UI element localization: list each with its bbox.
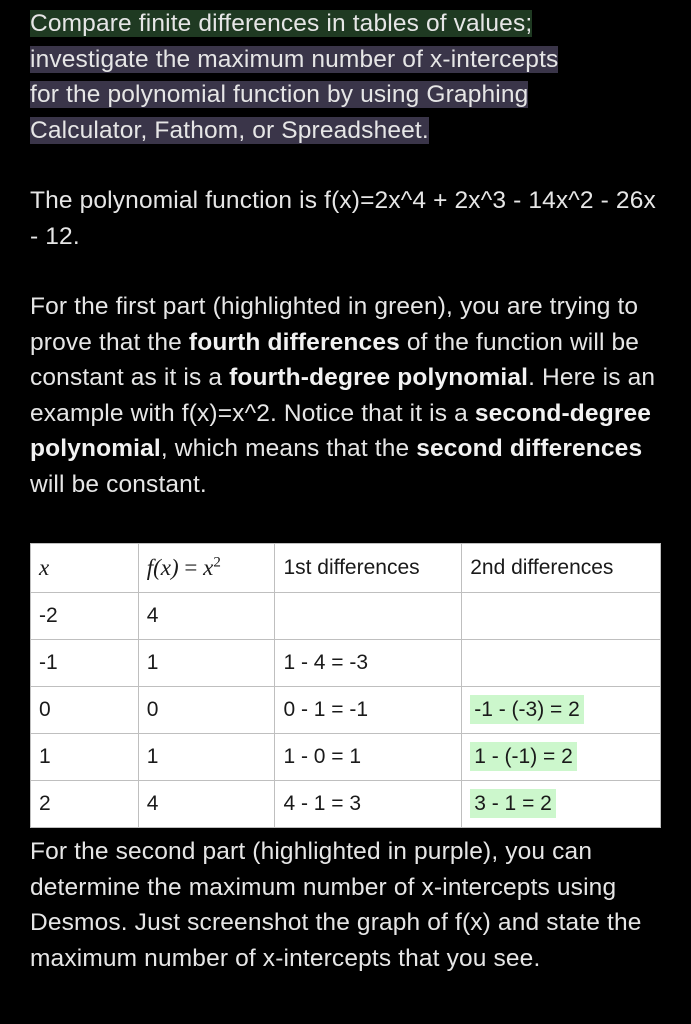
cell-fx: 1 — [138, 640, 275, 687]
function-statement: The polynomial function is f(x)=2x^4 + 2x^3 - 14x^2 - 26x - 12. — [30, 187, 656, 250]
first-part-text-2: of the function will be constant as it is a — [30, 328, 640, 391]
answer-content — [30, 6, 670, 502]
cell-second-difference — [462, 593, 661, 640]
cell-fx: 0 — [138, 687, 275, 734]
cell-first-difference — [275, 593, 462, 640]
cell-fx: 4 — [138, 593, 275, 640]
cell-x: 0 — [31, 687, 139, 734]
second-degree-bold: second-degree polynomial — [30, 399, 652, 462]
differences-table-image — [30, 543, 661, 825]
cell-first-difference: 0 - 1 = -1 — [275, 687, 462, 734]
table-row — [31, 781, 661, 828]
cell-second-difference — [462, 781, 661, 828]
cell-fx: 1 — [138, 734, 275, 781]
first-part-text-4: , which means that the — [160, 435, 417, 462]
fourth-differences-bold: fourth differences — [188, 328, 400, 356]
green-highlighted-text: Compare finite differences in tables of values; — [30, 10, 533, 37]
cell-first-difference: 4 - 1 = 3 — [275, 781, 462, 828]
purple-highlighted-text-line-3: Calculator, Fathom, or Spreadsheet. — [30, 116, 429, 144]
first-part-text-3: . Here is an example with f(x)=x^2. Notice that it is a — [30, 364, 656, 427]
highlighted-second-difference: 1 - (-1) = 2 — [470, 742, 577, 771]
cell-second-difference — [462, 734, 661, 781]
cell-x: -2 — [31, 593, 139, 640]
first-part-text-5: will be constant. — [30, 470, 207, 498]
task-description — [30, 6, 670, 148]
fourth-degree-bold: fourth-degree polynomial — [229, 364, 529, 391]
second-part-explanation: For the second part (highlighted in purple), you can determine the maximum number of x-intercepts using Desmos. Just screenshot the graph of f(x) and state the maximum number of x-intercepts that you see. — [30, 838, 642, 972]
cell-x: -1 — [31, 640, 139, 687]
cell-second-difference — [462, 640, 661, 687]
cell-first-difference: 1 - 4 = -3 — [275, 640, 462, 687]
second-differences-bold: second differences — [416, 435, 643, 462]
highlighted-second-difference: 3 - 1 = 2 — [470, 789, 556, 818]
highlighted-second-difference: -1 - (-3) = 2 — [470, 695, 584, 724]
cell-x: 2 — [31, 781, 139, 828]
table-header-row — [31, 544, 661, 593]
first-part-text-1: For the first part (highlighted in green), you are trying to prove that the — [30, 293, 639, 356]
table-row — [31, 734, 661, 781]
differences-table — [30, 543, 661, 828]
purple-highlighted-text-line-2: for the polynomial function by using Graphing — [30, 81, 529, 108]
header-first-differences: 1st differences — [275, 544, 462, 593]
header-fx: $f(x) = x^2$ — [138, 544, 275, 593]
purple-highlighted-text-line-1: investigate the maximum number of x-intercepts — [30, 45, 559, 73]
cell-first-difference: 1 - 0 = 1 — [275, 734, 462, 781]
table-row — [31, 687, 661, 734]
first-part-explanation — [30, 289, 670, 502]
table-row — [31, 640, 661, 687]
cell-x: 1 — [31, 734, 139, 781]
table-row — [31, 593, 661, 640]
cell-fx: 4 — [138, 781, 275, 828]
cell-second-difference — [462, 687, 661, 734]
header-second-differences: 2nd differences — [462, 544, 661, 593]
header-x: x — [31, 544, 139, 593]
